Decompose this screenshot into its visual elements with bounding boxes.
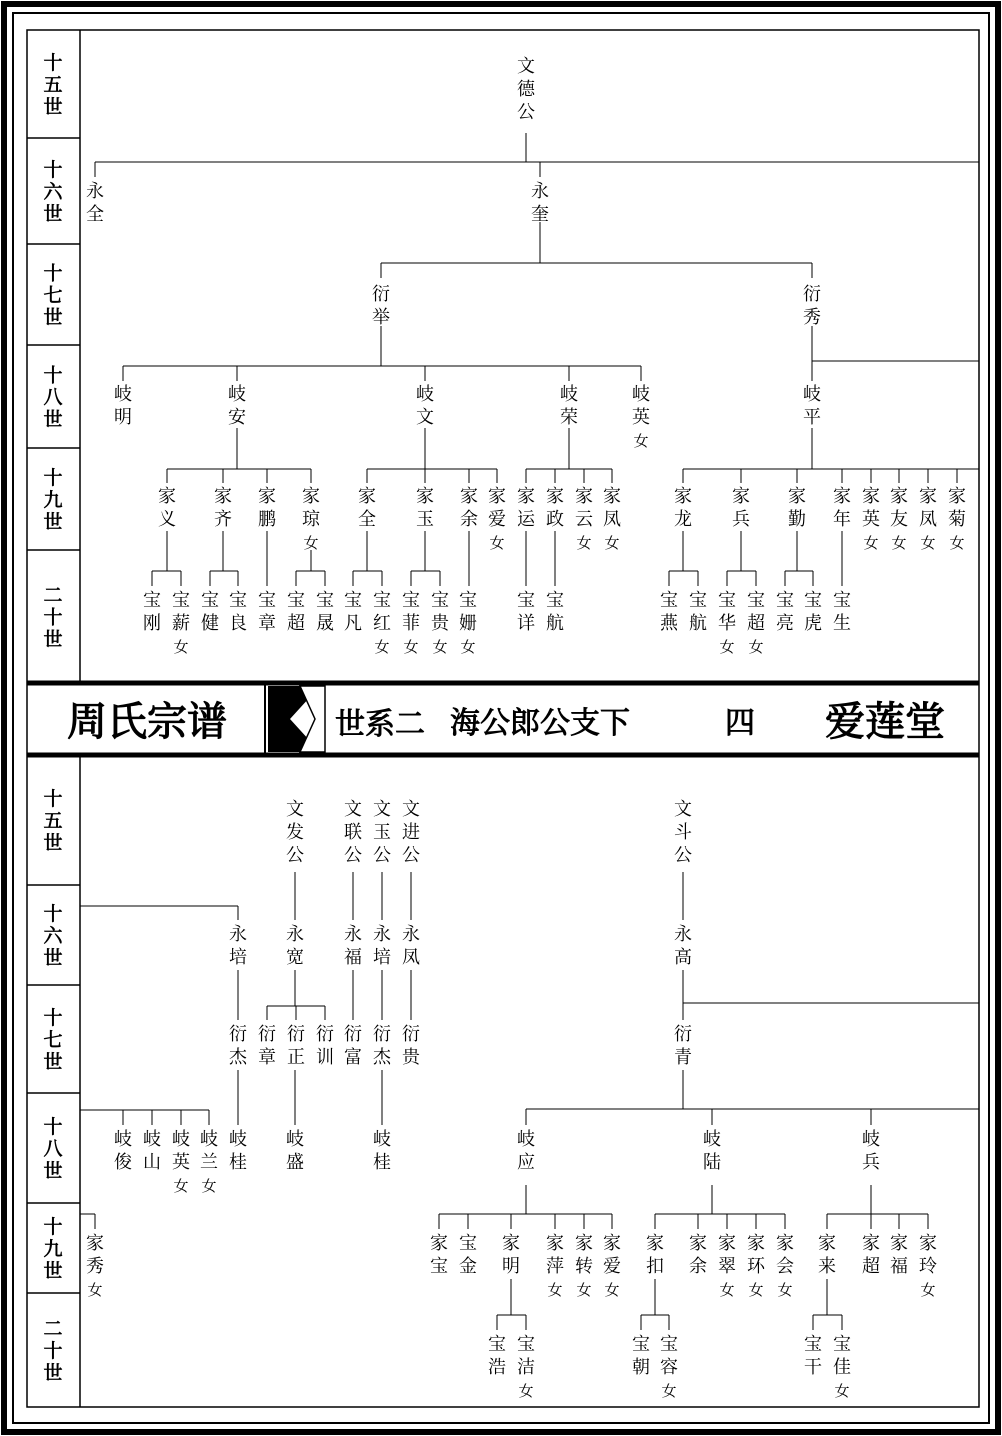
member-name: 衍青 [674,1024,692,1068]
member-name: 宝贵 [431,590,449,634]
member-name: 家龙 [674,486,692,530]
member-name: 家萍 [546,1233,564,1277]
member-name: 岐桂 [229,1129,247,1173]
member-name: 衍杰 [229,1024,247,1068]
female-tag: 女 [489,534,505,552]
member-name: 衍秀 [803,284,821,328]
female-tag: 女 [834,1382,850,1400]
female-tag: 女 [576,534,592,552]
member-name: 衍章 [258,1024,276,1068]
female-tag: 女 [748,1281,764,1299]
member-name: 岐明 [114,384,132,428]
member-name: 家年 [833,486,851,530]
member-name: 家菊 [948,486,966,530]
member-name: 宝姗 [459,590,477,634]
member-name: 宝超 [287,590,305,634]
female-tag: 女 [719,638,735,656]
member-name: 永奎 [531,181,549,225]
female-tag: 女 [403,638,419,656]
member-name: 岐陆 [703,1129,721,1173]
female-tag: 女 [432,638,448,656]
female-tag: 女 [920,534,936,552]
member-name: 岐应 [517,1129,535,1173]
member-name: 家凤 [919,486,937,530]
member-name: 宝浩 [488,1334,506,1378]
banner-hall-name: 爱莲堂 [825,698,945,745]
generation-label: 二十世 [43,584,63,651]
generation-label: 十八世 [43,364,63,431]
top-generation-labels [27,51,80,651]
female-tag: 女 [173,1177,189,1195]
member-name: 宝薪 [172,590,190,634]
female-tag: 女 [87,1281,103,1299]
member-name: 文德公 [517,56,535,123]
member-name: 宝佳 [833,1334,851,1378]
member-name: 家琼 [302,486,320,530]
generation-label: 十五世 [43,788,63,854]
member-name: 文斗公 [674,799,692,866]
member-name: 岐盛 [286,1129,304,1173]
member-name: 宝刚 [143,590,161,634]
member-name: 宝亮 [776,590,794,634]
member-name: 家宝 [430,1233,448,1277]
member-name: 岐安 [228,384,246,428]
member-name: 宝良 [229,590,247,634]
female-tag: 女 [920,1281,936,1299]
member-name: 文玉公 [373,799,391,866]
member-name: 永高 [674,924,692,968]
member-name: 家爱 [488,486,506,530]
member-name: 宝晟 [316,590,334,634]
member-name: 宝燕 [660,590,678,634]
female-tag: 女 [173,638,189,656]
member-name: 家来 [818,1233,836,1277]
member-name: 家超 [862,1233,880,1277]
member-name: 家明 [502,1233,520,1277]
member-name: 家凤 [603,486,621,530]
generation-label: 十九世 [43,467,63,533]
member-name: 永全 [86,181,104,225]
member-name: 岐英 [632,384,650,428]
member-name: 家勤 [788,486,806,530]
banner-branch: 海公郎公支下 [450,706,630,741]
female-tag: 女 [201,1177,217,1195]
female-tag: 女 [547,1281,563,1299]
member-name: 宝生 [833,590,851,634]
member-name: 家余 [460,486,478,530]
member-name: 宝干 [804,1334,822,1378]
member-name: 宝虎 [804,590,822,634]
member-name: 衍杰 [373,1024,391,1068]
female-tag: 女 [863,534,879,552]
member-name: 家福 [890,1233,908,1277]
member-name: 家义 [158,486,176,530]
member-name: 岐兰 [200,1129,218,1173]
member-name: 衍贵 [402,1024,420,1068]
female-tag: 女 [891,534,907,552]
member-name: 家云 [575,486,593,530]
member-name: 文联公 [344,799,362,866]
member-name: 家玲 [919,1233,937,1277]
member-name: 岐文 [416,384,434,428]
member-name: 宝洁 [517,1334,535,1378]
member-name: 永凤 [402,924,420,968]
member-name: 家扣 [646,1233,664,1277]
member-name: 家翠 [718,1233,736,1277]
member-name: 宝凡 [344,590,362,634]
member-name: 宝航 [546,590,564,634]
female-tag: 女 [460,638,476,656]
member-name: 宝超 [747,590,765,634]
female-tag: 女 [777,1281,793,1299]
member-name: 宝章 [258,590,276,634]
member-name: 宝朝 [632,1334,650,1378]
member-name: 宝华 [718,590,736,634]
member-name: 家友 [890,486,908,530]
member-name: 家政 [546,486,564,530]
female-tag: 女 [661,1382,677,1400]
member-name: 永福 [344,924,362,968]
member-name: 家转 [575,1233,593,1277]
female-tag: 女 [374,638,390,656]
member-name: 衍富 [344,1024,362,1068]
member-name: 家英 [862,486,880,530]
female-tag: 女 [719,1281,735,1299]
member-name: 岐俊 [114,1129,132,1173]
banner-chevron-icon [300,686,325,752]
female-tag: 女 [748,638,764,656]
member-name: 家玉 [416,486,434,530]
generation-label: 十八世 [43,1116,63,1182]
member-name: 岐兵 [862,1129,880,1173]
member-name: 宝健 [201,590,219,634]
member-name: 家鹏 [258,486,276,530]
member-name: 永培 [373,924,391,968]
member-name: 衍正 [287,1024,305,1068]
banner [27,683,979,755]
bottom-generation-labels [27,787,80,1384]
member-name: 家全 [358,486,376,530]
member-name: 家余 [689,1233,707,1277]
female-tag: 女 [303,534,319,552]
banner-page-number: 四 [725,706,755,741]
member-name: 宝金 [459,1233,477,1277]
generation-label: 二十世 [43,1318,63,1384]
generation-label: 十六世 [43,903,63,969]
member-name: 宝红 [373,590,391,634]
generation-label: 十七世 [43,1007,63,1073]
member-name: 家秀 [86,1233,104,1277]
member-name: 家会 [776,1233,794,1277]
member-name: 文发公 [286,799,304,866]
banner-section: 世系二 [335,707,425,742]
member-name: 岐荣 [560,384,578,428]
member-name: 岐英 [172,1129,190,1173]
member-name: 宝容 [660,1334,678,1378]
member-name: 宝菲 [402,590,420,634]
member-name: 家环 [747,1233,765,1277]
member-name: 衍训 [316,1024,334,1068]
member-name: 永宽 [286,924,304,968]
female-tag: 女 [518,1382,534,1400]
female-tag: 女 [604,534,620,552]
banner-title: 周氏宗谱 [67,698,227,745]
member-name: 宝详 [517,590,535,634]
member-name: 岐山 [143,1129,161,1173]
member-name: 家兵 [732,486,750,530]
member-name: 永培 [229,924,247,968]
member-name: 衍举 [372,284,390,328]
female-tag: 女 [949,534,965,552]
member-name: 岐平 [803,384,821,428]
female-tag: 女 [604,1281,620,1299]
member-name: 家运 [517,486,535,530]
female-tag: 女 [633,432,649,450]
generation-label: 十五世 [43,52,63,118]
member-name: 文进公 [402,799,420,866]
member-name: 宝航 [689,590,707,634]
member-name: 家爱 [603,1233,621,1277]
generation-label: 十六世 [43,159,63,225]
member-name: 岐桂 [373,1129,391,1173]
generation-label: 十九世 [43,1216,63,1282]
female-tag: 女 [576,1281,592,1299]
member-name: 家齐 [214,486,232,530]
generation-label: 十七世 [43,262,63,329]
